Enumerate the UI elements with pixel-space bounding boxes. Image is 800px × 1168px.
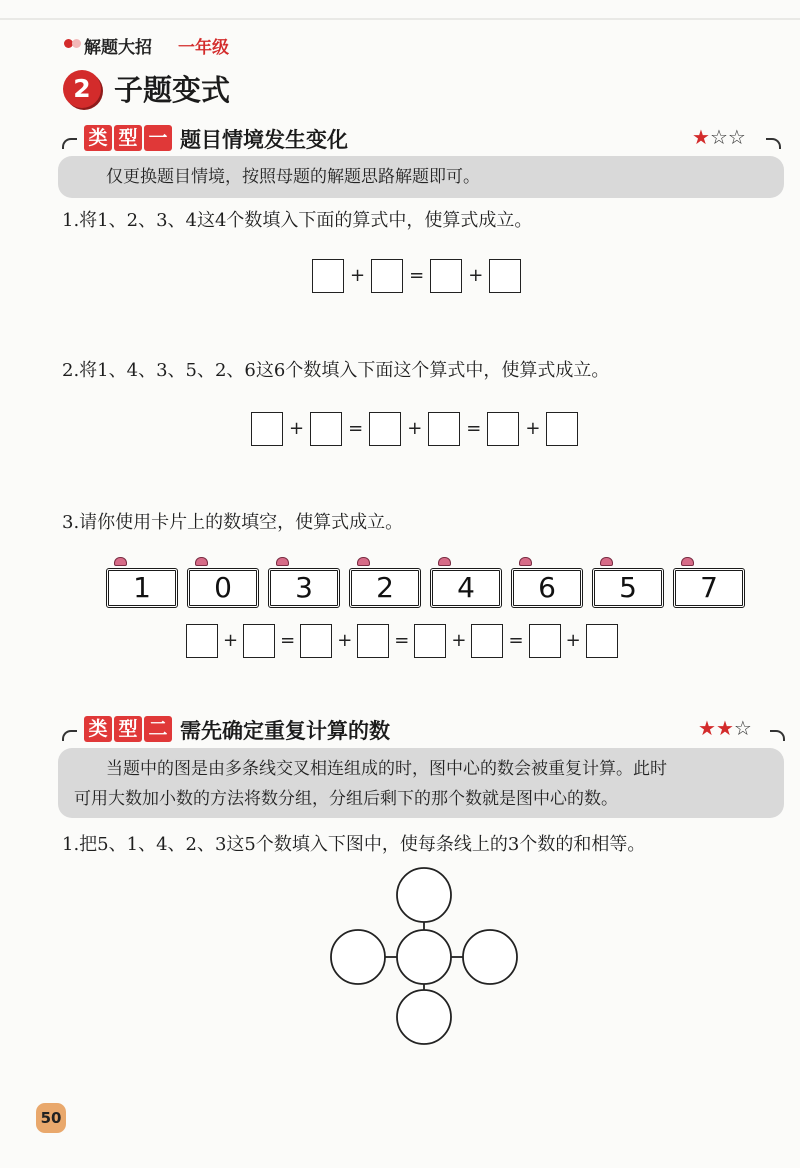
number-card[interactable]: 7 xyxy=(673,568,745,608)
answer-box[interactable] xyxy=(369,412,401,446)
pin-icon xyxy=(357,557,370,566)
operator: = xyxy=(409,265,425,286)
answer-box[interactable] xyxy=(251,412,283,446)
operator: + xyxy=(451,630,467,651)
operator: = xyxy=(348,418,364,439)
pin-icon xyxy=(600,557,613,566)
operator: + xyxy=(350,265,366,286)
operator: + xyxy=(525,418,541,439)
tip-box xyxy=(58,156,784,198)
type-title: 需先确定重复计算的数 xyxy=(180,719,390,743)
operator: = xyxy=(508,630,524,651)
type-tag-char: 类 xyxy=(84,716,112,742)
pin-icon xyxy=(276,557,289,566)
answer-box[interactable] xyxy=(487,412,519,446)
type-title: 题目情境发生变化 xyxy=(180,128,348,152)
answer-circle-right xyxy=(463,930,517,984)
star-filled-icon: ★ xyxy=(692,125,710,149)
difficulty-stars xyxy=(692,127,746,148)
heading-bracket-right xyxy=(766,138,781,149)
star-filled-icon: ★ xyxy=(715,716,734,740)
number-card[interactable]: 5 xyxy=(592,568,664,608)
header-dot-icon xyxy=(72,39,81,48)
tip-text: 当题中的图是由多条线交叉相连组成的时，图中心的数会被重复计算。此时 xyxy=(106,759,667,779)
answer-box[interactable] xyxy=(312,259,344,293)
heading-bracket-right xyxy=(770,730,785,741)
type-tag-char: 类 xyxy=(84,125,112,151)
pin-icon xyxy=(681,557,694,566)
answer-box[interactable] xyxy=(371,259,403,293)
answer-box[interactable] xyxy=(310,412,342,446)
equation-q3 xyxy=(186,624,618,658)
equation-q1 xyxy=(312,259,521,293)
operator: + xyxy=(289,418,305,439)
operator: + xyxy=(407,418,423,439)
answer-circle-top xyxy=(397,868,451,922)
equation-q2 xyxy=(251,412,578,446)
answer-circle-bottom xyxy=(397,990,451,1044)
header-grade: 一年级 xyxy=(178,38,229,58)
number-card[interactable]: 3 xyxy=(268,568,340,608)
star-empty-icon: ☆ xyxy=(727,125,746,149)
answer-box[interactable] xyxy=(300,624,332,658)
number-card[interactable]: 4 xyxy=(430,568,502,608)
pin-icon xyxy=(519,557,532,566)
number-card[interactable]: 0 xyxy=(187,568,259,608)
type-tag-char: 一 xyxy=(144,125,172,151)
answer-box[interactable] xyxy=(586,624,618,658)
tip-text: 仅更换题目情境，按照母题的解题思路解题即可。 xyxy=(106,167,480,187)
tip-text: 可用大数加小数的方法将数分组，分组后剩下的那个数就是图中心的数。 xyxy=(74,789,618,809)
page-top-divider xyxy=(0,18,800,20)
answer-circle-center xyxy=(397,930,451,984)
question-text: 2.将1、4、3、5、2、6这6个数填入下面这个算式中，使算式成立。 xyxy=(62,360,610,381)
operator: + xyxy=(565,630,581,651)
section-title: 子题变式 xyxy=(114,73,231,107)
answer-box[interactable] xyxy=(529,624,561,658)
answer-box[interactable] xyxy=(430,259,462,293)
number-card[interactable]: 6 xyxy=(511,568,583,608)
operator: + xyxy=(337,630,353,651)
answer-box[interactable] xyxy=(414,624,446,658)
answer-box[interactable] xyxy=(243,624,275,658)
operator: = xyxy=(466,418,482,439)
section-number-badge: 2 xyxy=(63,70,101,108)
type-tag-char: 型 xyxy=(114,716,142,742)
operator: + xyxy=(468,265,484,286)
difficulty-stars xyxy=(698,718,752,739)
operator: + xyxy=(223,630,239,651)
answer-box[interactable] xyxy=(186,624,218,658)
question-text: 1.将1、2、3、4这4个数填入下面的算式中，使算式成立。 xyxy=(62,210,533,231)
star-empty-icon: ☆ xyxy=(709,125,728,149)
answer-box[interactable] xyxy=(489,259,521,293)
operator: = xyxy=(394,630,410,651)
question-text: 1.把5、1、4、2、3这5个数填入下图中，使每条线上的3个数的和相等。 xyxy=(62,834,646,855)
answer-box[interactable] xyxy=(546,412,578,446)
star-empty-icon: ☆ xyxy=(733,716,752,740)
pin-icon xyxy=(438,557,451,566)
type-tag-char: 型 xyxy=(114,125,142,151)
answer-box[interactable] xyxy=(357,624,389,658)
answer-circle-left xyxy=(331,930,385,984)
circle-cross-diagram xyxy=(320,860,530,1050)
number-card[interactable]: 1 xyxy=(106,568,178,608)
answer-box[interactable] xyxy=(428,412,460,446)
pin-icon xyxy=(195,557,208,566)
type-tag-char: 二 xyxy=(144,716,172,742)
answer-box[interactable] xyxy=(471,624,503,658)
header-book-title: 解题大招 xyxy=(84,38,152,58)
star-filled-icon: ★ xyxy=(698,716,716,740)
question-text: 3.请你使用卡片上的数填空，使算式成立。 xyxy=(62,512,404,533)
operator: = xyxy=(280,630,296,651)
heading-bracket-left xyxy=(62,138,77,149)
tip-box xyxy=(58,748,784,818)
heading-bracket-left xyxy=(62,730,77,741)
pin-icon xyxy=(114,557,127,566)
page-number: 50 xyxy=(36,1103,66,1133)
number-card[interactable]: 2 xyxy=(349,568,421,608)
